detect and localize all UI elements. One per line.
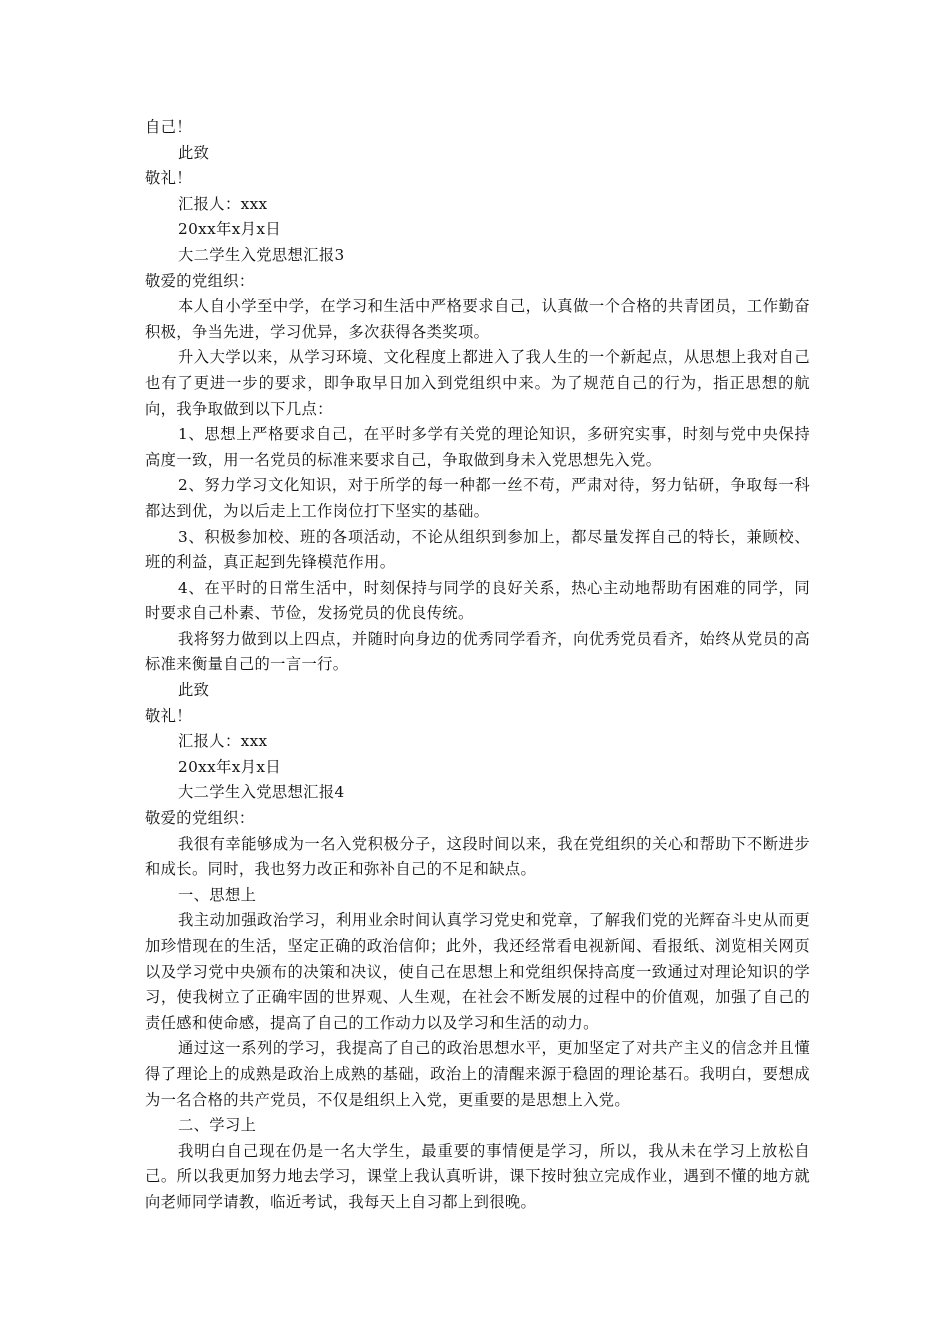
date-line: 20xx年x月x日 bbox=[178, 220, 282, 239]
section-title-3: 大二学生入党思想汇报3 bbox=[178, 245, 345, 264]
list-item-4: 4、在平时的日常生活中，时刻保持与同学的良好关系，热心主动地帮助有困难的同学，同时要求自己朴素、节俭，发扬党员的优良传统。 bbox=[145, 578, 810, 623]
closing-line: 自己！ bbox=[145, 118, 192, 136]
salutation-cizhi: 此致 bbox=[178, 143, 210, 162]
body-paragraph: 我明白自己现在仍是一名大学生，最重要的事情便是学习，所以，我从未在学习上放松自己。所以我更加努力地去学习，课堂上我认真听讲，课下按时独立完成作业，遇到不懂的地方就向老师同学请教，临近考试，我每天上自习都上到很晚。 bbox=[145, 1141, 810, 1211]
salutation-cizhi: 此致 bbox=[178, 681, 210, 700]
subheading-study: 二、学习上 bbox=[178, 1116, 257, 1135]
section-title-4: 大二学生入党思想汇报4 bbox=[178, 783, 345, 802]
reporter-line: 汇报人：xxx bbox=[178, 194, 268, 213]
salutation-jingli: 敬礼！ bbox=[145, 169, 192, 188]
body-paragraph: 我主动加强政治学习，利用业余时间认真学习党史和党章，了解我们党的光辉奋斗史从而更加珍惜现在的生活，坚定正确的政治信仰；此外，我还经常看电视新闻、看报纸、浏览相关网页以及学习党中央颁布的决策和决议，使自己在思想上和党组织保持高度一致通过对理论知识的学习，使我树立了正确牢固的世界观、人生观，在社会不断发展的过程中的价值观，加强了自己的责任感和使命感，提高了自己的工作动力以及学习和生活的动力。 bbox=[145, 911, 810, 1032]
body-paragraph: 我很有幸能够成为一名入党积极分子，这段时间以来，我在党组织的关心和帮助下不断进步和成长。同时，我也努力改正和弥补自己的不足和缺点。 bbox=[145, 834, 810, 879]
list-item-1: 1、思想上严格要求自己，在平时多学有关党的理论知识，多研究实事，时刻与党中央保持高度一致，用一名党员的标准来要求自己，争取做到身未入党思想先入党。 bbox=[145, 425, 810, 469]
salutation-jingli: 敬礼！ bbox=[145, 706, 192, 725]
date-line: 20xx年x月x日 bbox=[178, 757, 282, 776]
list-item-3: 3、积极参加校、班的各项活动，不论从组织到参加上，都尽量发挥自己的特长，兼顾校、班的利益，真正起到先锋模范作用。 bbox=[145, 527, 810, 572]
document-page bbox=[145, 115, 810, 1216]
body-paragraph: 本人自小学至中学，在学习和生活中严格要求自己，认真做一个合格的共青团员，工作勤奋积极，争当先进，学习优异，多次获得各类奖项。 bbox=[145, 297, 810, 341]
body-paragraph: 通过这一系列的学习，我提高了自己的政治思想水平，更加坚定了对共产主义的信念并且懂得了理论上的成熟是政治上成熟的基础，政治上的清醒来源于稳固的理论基石。我明白，要想成为一名合格的共产党员，不仅是组织上入党，更重要的是思想上入党。 bbox=[145, 1039, 810, 1109]
reporter-line: 汇报人：xxx bbox=[178, 732, 268, 751]
subheading-thought: 一、思想上 bbox=[178, 885, 257, 904]
body-paragraph: 升入大学以来，从学习环境、文化程度上都进入了我人生的一个新起点，从思想上我对自己也有了更进一步的要求，即争取早日加入到党组织中来。为了规范自己的行为，指正思想的航向，我争取做到以下几点： bbox=[145, 348, 810, 418]
greeting: 敬爱的党组织： bbox=[145, 271, 255, 290]
greeting: 敬爱的党组织： bbox=[145, 809, 255, 828]
list-item-2: 2、努力学习文化知识，对于所学的每一种都一丝不苟，严肃对待，努力钻研，争取每一科都达到优，为以后走上工作岗位打下坚实的基础。 bbox=[145, 476, 810, 520]
body-paragraph: 我将努力做到以上四点，并随时向身边的优秀同学看齐，向优秀党员看齐，始终从党员的高标准来衡量自己的一言一行。 bbox=[145, 629, 810, 674]
